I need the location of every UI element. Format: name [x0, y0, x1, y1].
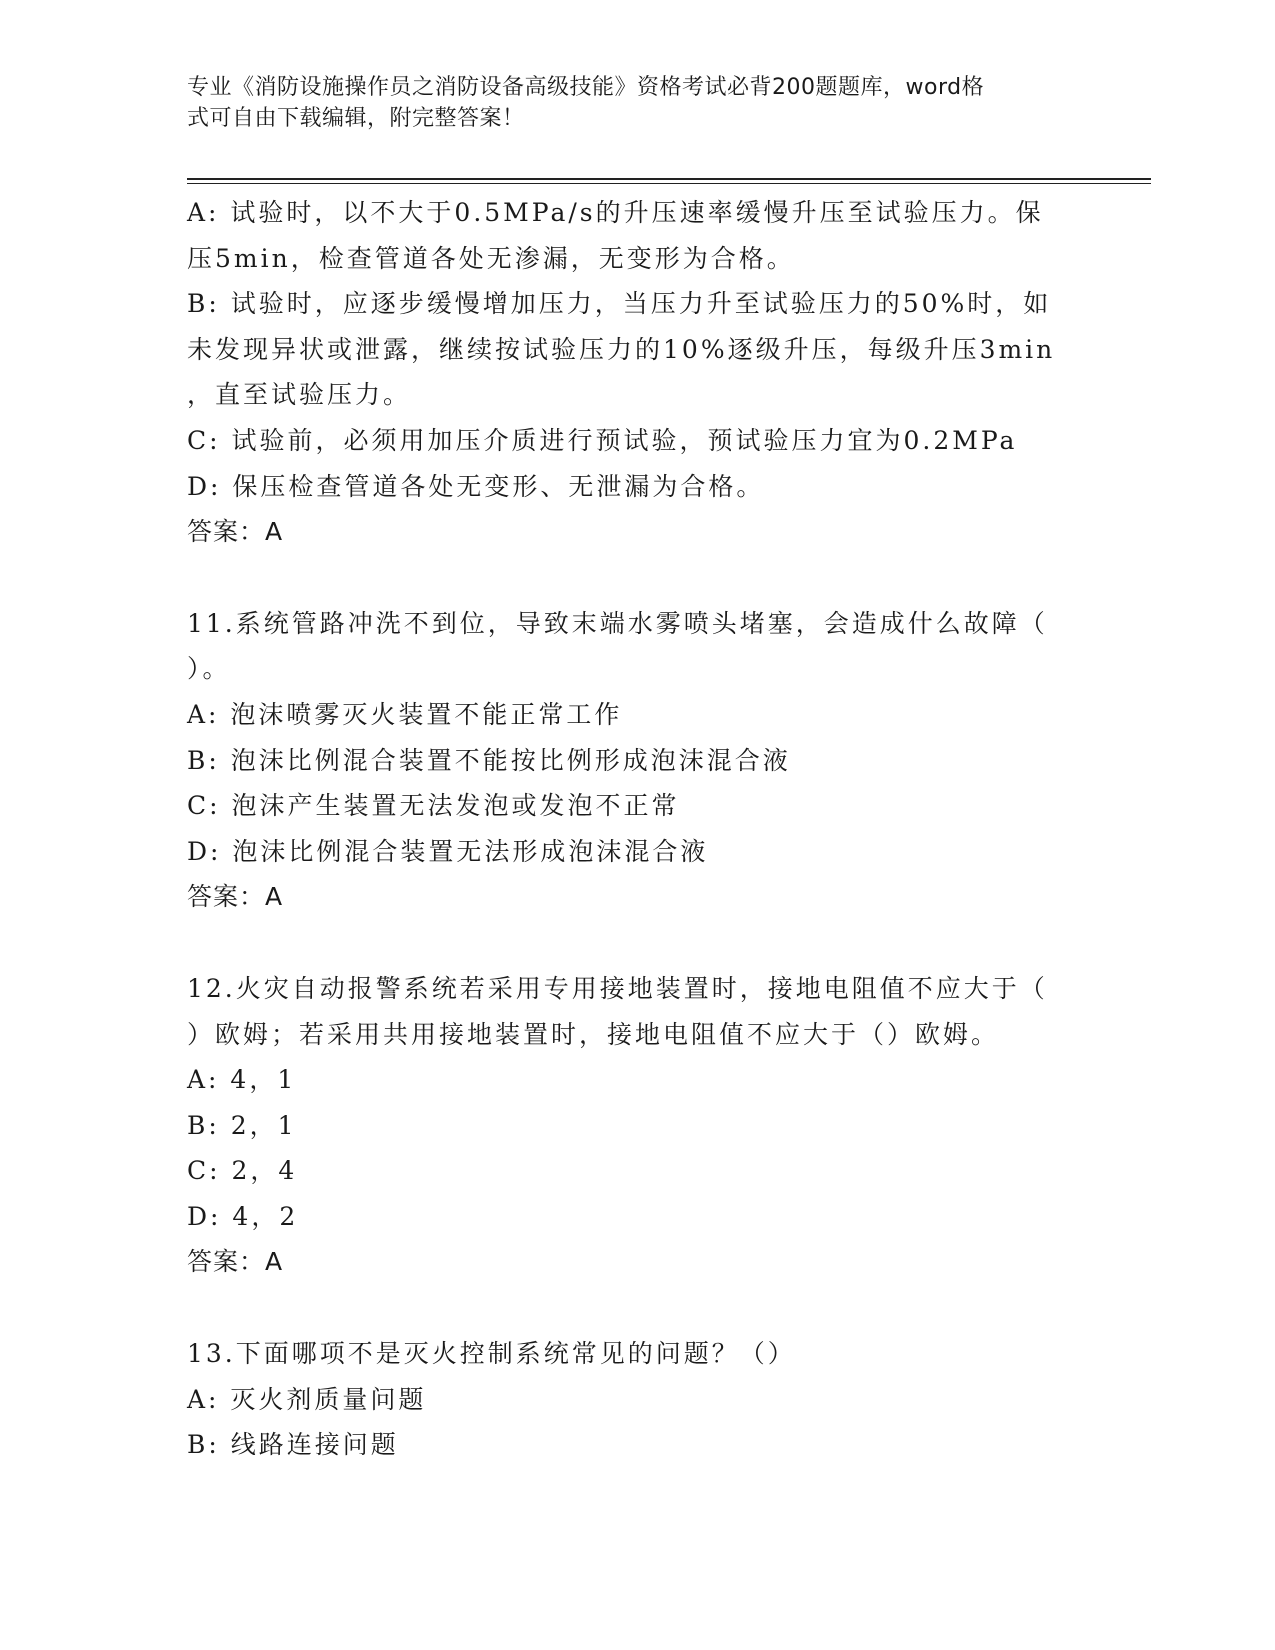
header-rule-thick	[187, 178, 1151, 180]
option-a: A: 4，1	[187, 1065, 297, 1095]
header-line-1: 专业《消防设施操作员之消防设备高级技能》资格考试必背200题题库，word格	[187, 75, 985, 100]
option-b-continued: 未发现异状或泄露，继续按试验压力的10%逐级升压，每级升压3min	[187, 334, 1056, 364]
spacer	[187, 1285, 1077, 1331]
header-line-2: 式可自由下载编辑，附完整答案！	[187, 106, 525, 131]
option-c: C: 2，4	[187, 1156, 298, 1186]
document-header	[187, 72, 1067, 134]
option-a-continued: 压5min，检查管道各处无渗漏，无变形为合格。	[187, 243, 795, 273]
spacer	[187, 555, 1077, 601]
question-stem-continued: ）。	[187, 654, 231, 684]
header-rule-thin	[187, 183, 1151, 184]
option-a: A: 泡沫喷雾灭火装置不能正常工作	[187, 699, 623, 729]
answer-label: 答案：A	[187, 517, 284, 547]
question-stem: 12.火灾自动报警系统若采用专用接地装置时，接地电阻值不应大于（	[187, 973, 1048, 1003]
option-b: B: 试验时，应逐步缓慢增加压力，当压力升至试验压力的50%时，如	[187, 289, 1052, 319]
question-10	[187, 190, 1077, 555]
option-b: B: 线路连接问题	[187, 1430, 399, 1460]
question-stem: 13.下面哪项不是灭火控制系统常见的问题？（）	[187, 1339, 796, 1369]
question-stem-continued: ）欧姆；若采用共用接地装置时，接地电阻值不应大于（）欧姆。	[187, 1019, 1000, 1049]
option-b-continued-2: ，直至试验压力。	[187, 380, 412, 410]
option-a: A: 试验时，以不大于0.5MPa/s的升压速率缓慢升压至试验压力。保	[187, 198, 1044, 227]
question-list	[187, 190, 1077, 1468]
question-13	[187, 1331, 1077, 1468]
option-a: A: 灭火剂质量问题	[187, 1384, 427, 1414]
option-c: C: 试验前，必须用加压介质进行预试验，预试验压力宜为0.2MPa	[187, 425, 1018, 455]
question-11	[187, 601, 1077, 920]
option-d: D: 泡沫比例混合装置无法形成泡沫混合液	[187, 836, 709, 866]
option-d: D: 4，2	[187, 1201, 299, 1231]
option-b: B: 2，1	[187, 1110, 297, 1140]
answer-label: 答案：A	[187, 882, 284, 912]
option-d: D: 保压检查管道各处无变形、无泄漏为合格。	[187, 471, 765, 501]
question-stem: 11.系统管路冲洗不到位，导致末端水雾喷头堵塞，会造成什么故障（	[187, 608, 1048, 638]
spacer	[187, 920, 1077, 966]
answer-label: 答案：A	[187, 1247, 284, 1277]
question-12	[187, 966, 1077, 1285]
option-b: B: 泡沫比例混合装置不能按比例形成泡沫混合液	[187, 745, 791, 775]
option-c: C: 泡沫产生装置无法发泡或发泡不正常	[187, 791, 680, 821]
